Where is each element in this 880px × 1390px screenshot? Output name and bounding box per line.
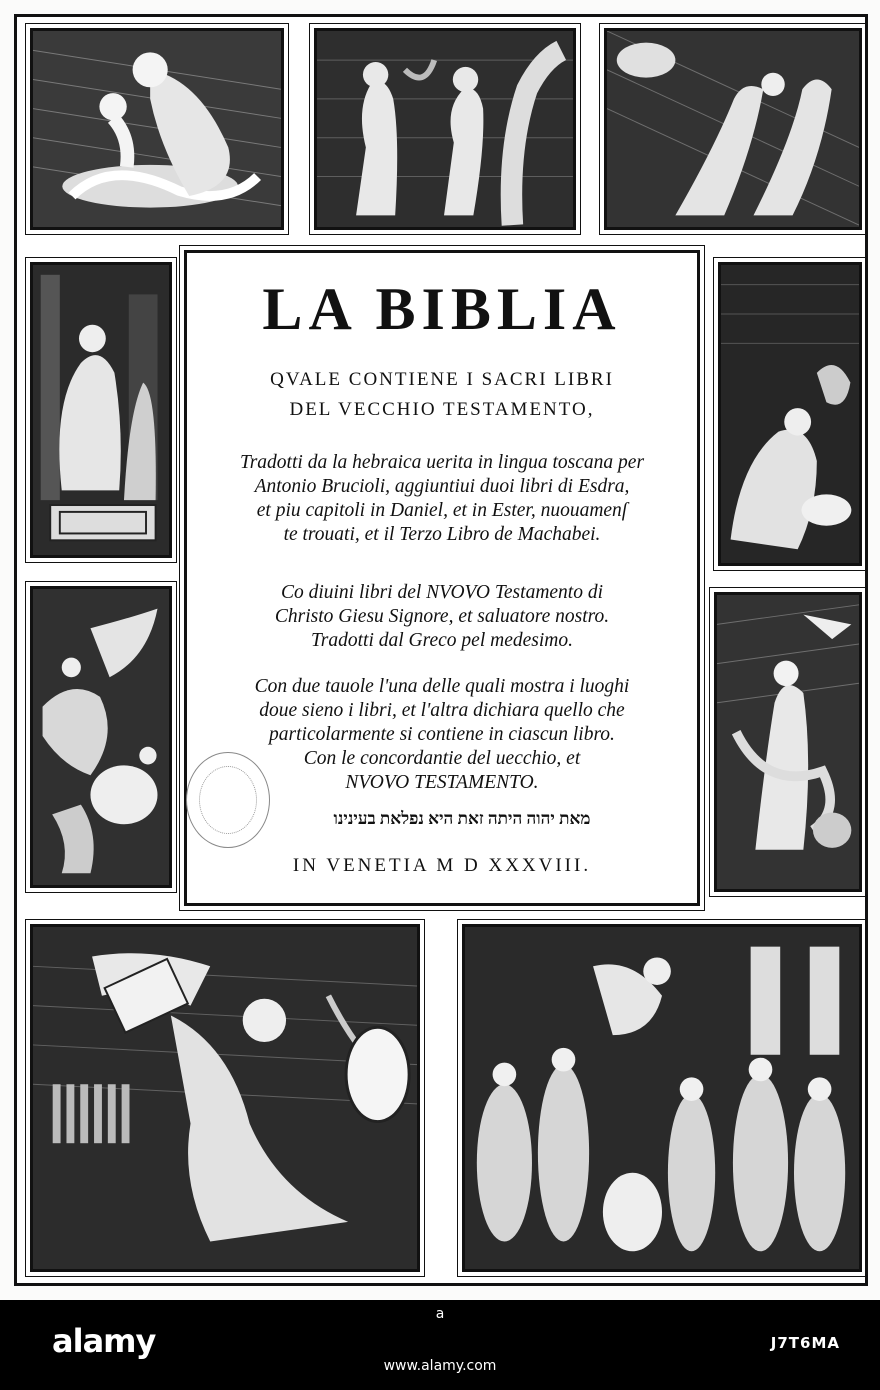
stamp-inner-ring: [199, 766, 257, 834]
imprint-line: IN VENETIA M D XXXVIII.: [292, 855, 592, 876]
text-line: Antonio Brucioli, aggiuntiui duoi libri di Esdra,: [254, 476, 630, 497]
woodcut-sacrifice: [718, 262, 862, 566]
watermark-logo: alamy: [52, 1322, 156, 1360]
watermark-code: J7T6MA: [770, 1334, 840, 1352]
text-line: Co diuini libri del NVOVO Testamento di: [280, 582, 604, 603]
subtitle-line-1: QVALE CONTIENE I SACRI LIBRI: [270, 369, 614, 390]
text-line: Tradotti dal Greco pel medesimo.: [311, 630, 573, 651]
text-line: te trouati, et il Terzo Libro de Machabei.: [283, 524, 601, 545]
watermark-site: www.alamy.com: [383, 1358, 497, 1374]
text-line: doue sieno i libri, et l'altra dichiara quello che: [259, 700, 625, 721]
woodcut-prophet-seated: [30, 262, 172, 558]
book-title: LA BIBLIA: [262, 276, 622, 342]
tables-paragraph: [201, 675, 683, 795]
woodcut-preaching-crowd: [462, 924, 862, 1272]
text-line: Tradotti da la hebraica uerita in lingua toscana per: [239, 452, 645, 473]
watermark-image-id: a: [435, 1306, 445, 1322]
woodcut-adam-and-eve: [314, 28, 576, 230]
text-line: particolarmente si contiene in ciascun libro.: [269, 724, 615, 745]
watermark-bar: [0, 1300, 880, 1390]
woodcut-expulsion: [604, 28, 862, 230]
text-line: Con due tauole l'una delle quali mostra i luoghi: [254, 676, 630, 697]
hebrew-verse: מאת יהוה היתה זאת היא נפלאת בעינינו: [333, 809, 591, 828]
woodcut-creation-of-eve: [30, 28, 284, 230]
subtitle-line-2: DEL VECCHIO TESTAMENTO,: [289, 399, 595, 420]
text-line: Christo Giesu Signore, et saluatore nostro.: [274, 606, 610, 627]
library-stamp: [186, 752, 270, 848]
text-line: Con le concordantie del uecchio, et: [303, 748, 581, 769]
woodcut-resurrection: [714, 592, 862, 892]
woodcut-moses-tablets: [30, 924, 420, 1272]
new-testament-paragraph: [201, 581, 683, 653]
text-line: NVOVO TESTAMENTO.: [345, 772, 539, 793]
text-line: et piu capitoli in Daniel, et in Ester, nuouamenſ: [256, 500, 628, 521]
woodcut-battle: [30, 586, 172, 888]
translation-paragraph: [201, 451, 683, 547]
